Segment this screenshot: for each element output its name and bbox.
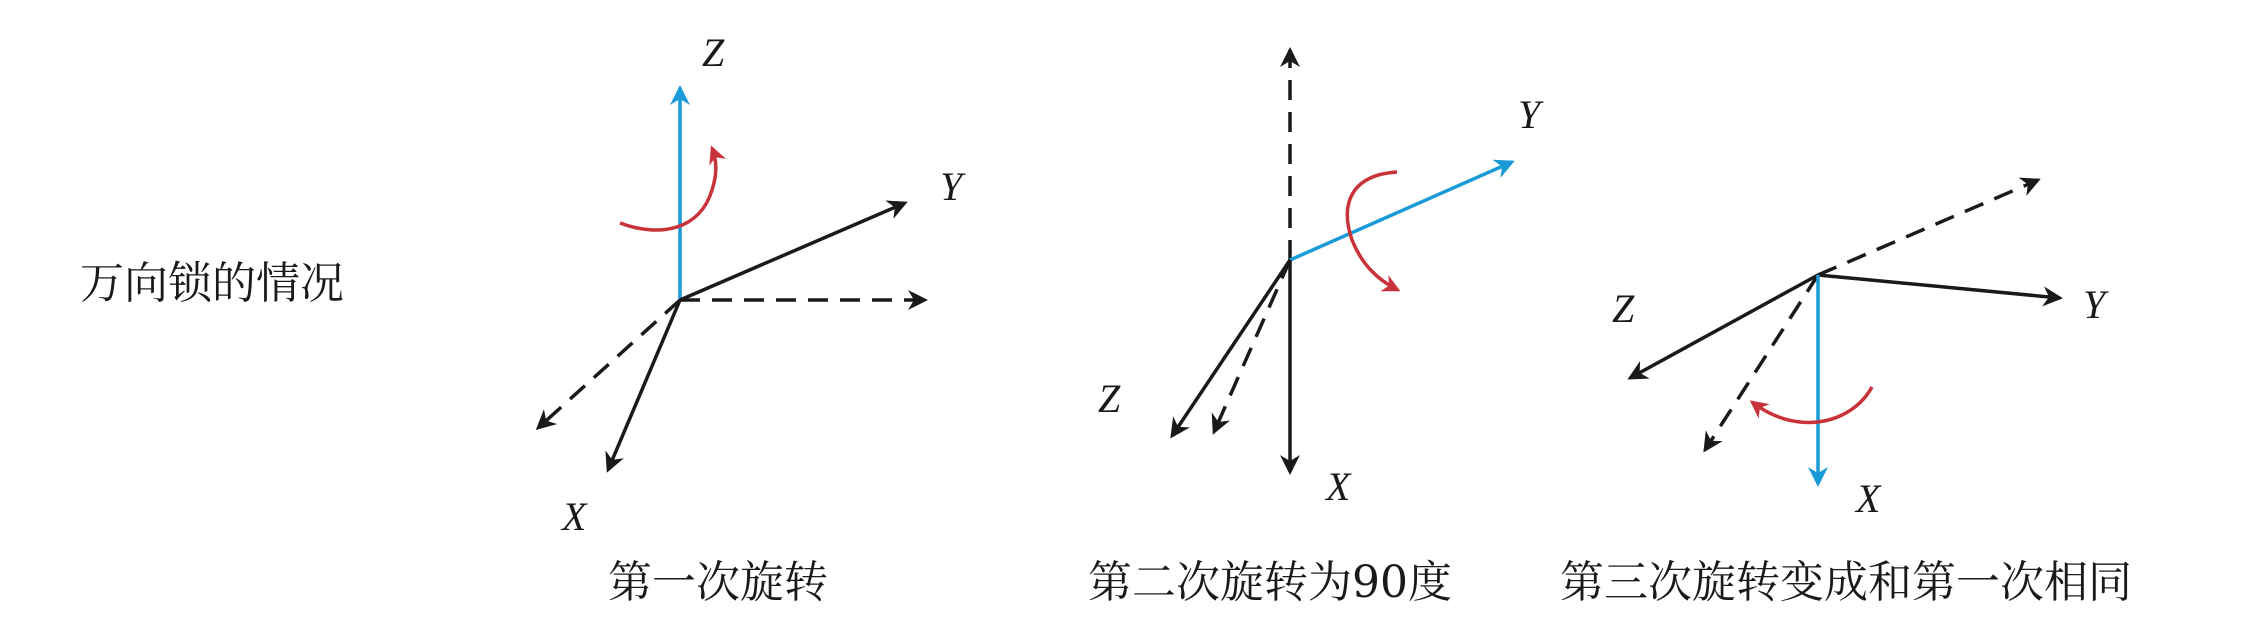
x-axis-label: X xyxy=(1326,464,1351,509)
x-axis-label: X xyxy=(562,494,587,539)
reference-axis-dashed-down-left xyxy=(538,300,680,428)
panel-caption: 第三次旋转变成和第一次相同 xyxy=(1560,557,2132,608)
y-axis-label: Y xyxy=(940,164,963,209)
y-axis-label: Y xyxy=(1518,92,1541,137)
panel-second-rotation xyxy=(1088,50,1544,608)
z-axis-arrow xyxy=(1630,275,1818,378)
z-axis-label: Z xyxy=(702,30,725,75)
z-axis-arrow xyxy=(1172,260,1290,436)
panel-third-rotation xyxy=(1560,180,2132,608)
diagram-title: 万向锁的情况 xyxy=(80,258,344,309)
y-axis-label: Y xyxy=(2083,282,2106,327)
panel-first-rotation xyxy=(538,30,966,608)
y-axis-arrow xyxy=(1818,275,2060,298)
z-axis-label: Z xyxy=(1098,376,1121,421)
rotation-arrow xyxy=(620,148,716,230)
panel-caption: 第一次旋转 xyxy=(608,557,828,608)
y-axis-arrow xyxy=(680,203,905,300)
x-axis-arrow xyxy=(608,300,680,470)
reference-axis-dashed-down-left xyxy=(1214,260,1290,432)
z-axis-label: Z xyxy=(1612,286,1635,331)
reference-axis-dashed-up-right xyxy=(1818,180,2038,275)
rotation-arrow xyxy=(1752,387,1872,422)
x-axis-label: X xyxy=(1856,476,1881,521)
panel-caption: 第二次旋转为90度 xyxy=(1088,557,1452,608)
y-axis-arrow xyxy=(1290,162,1512,260)
